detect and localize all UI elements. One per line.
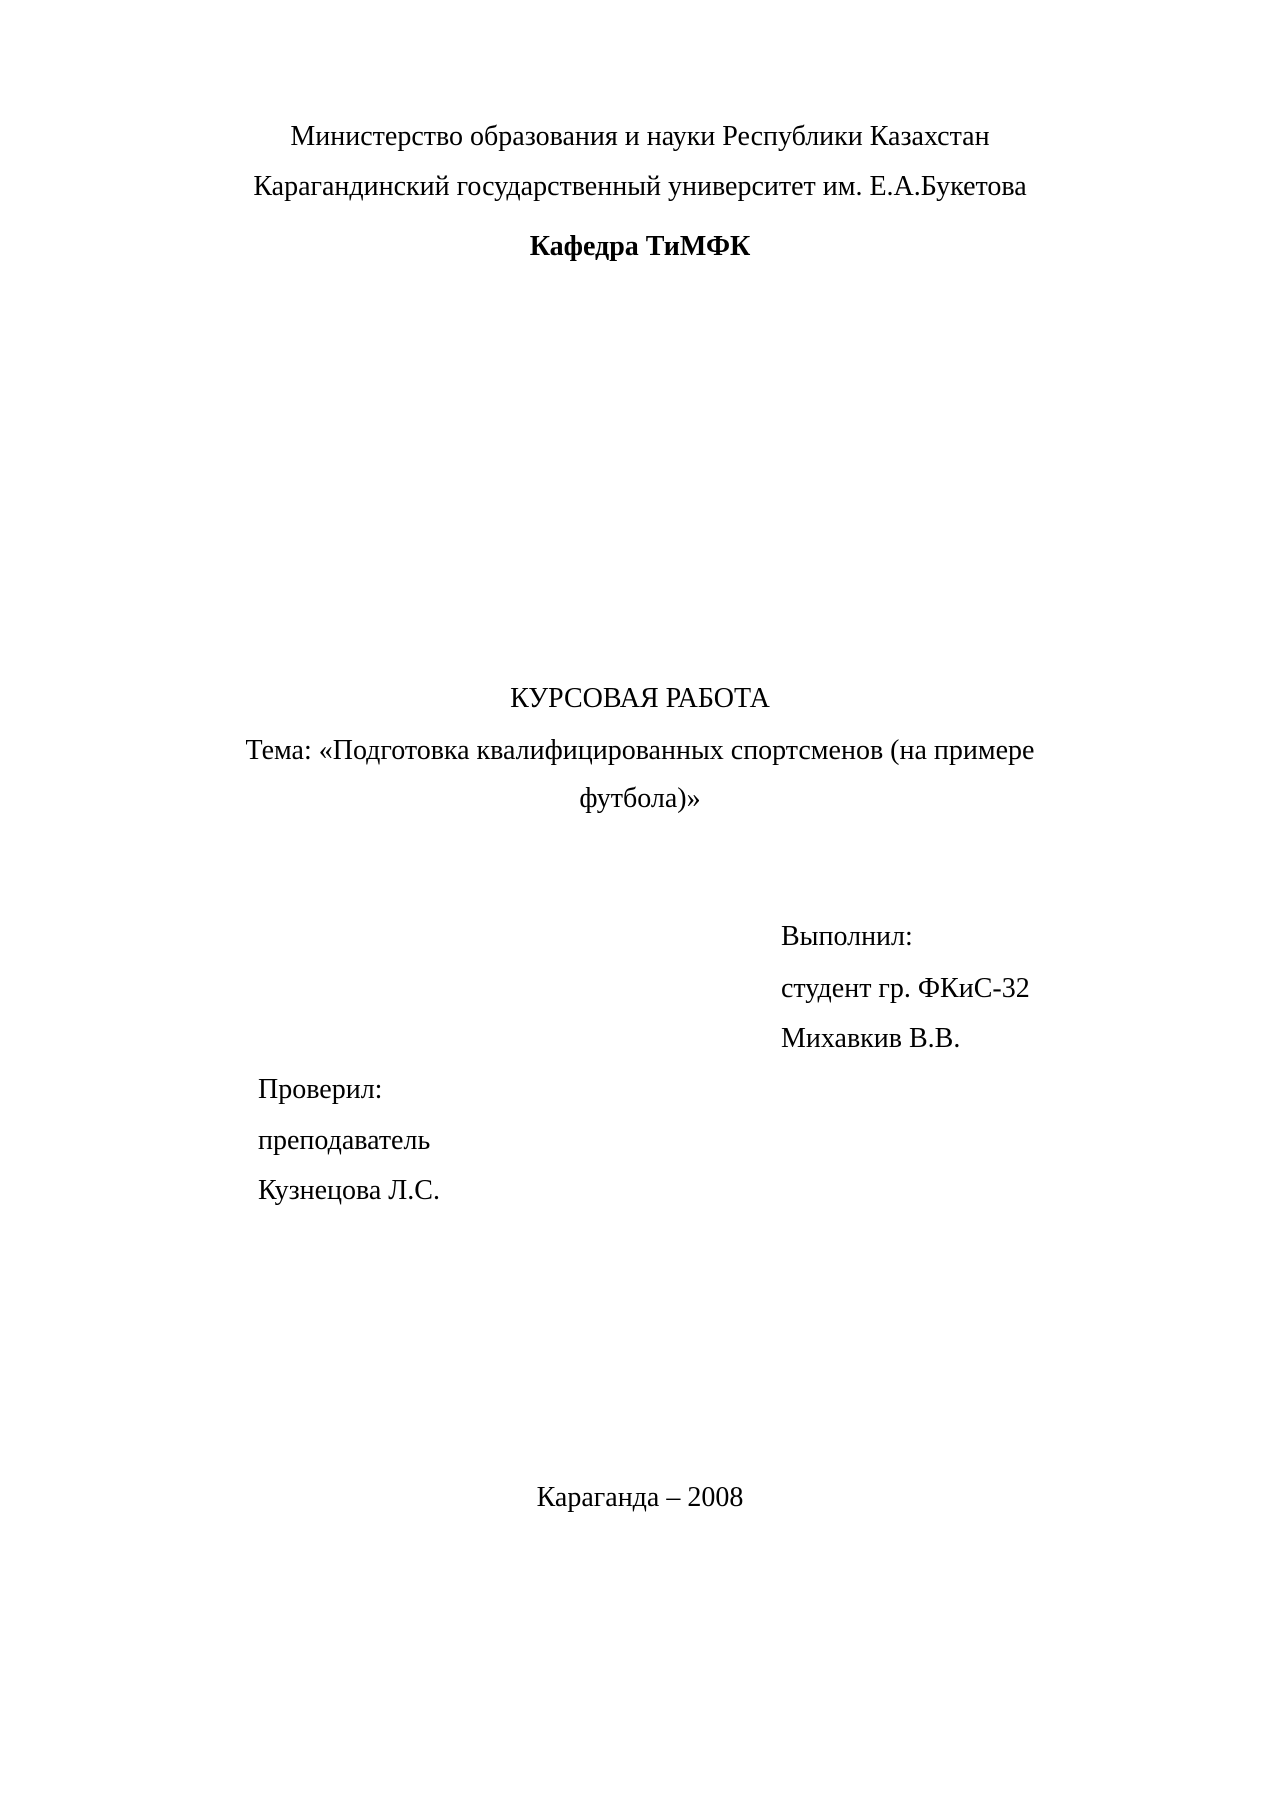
author-group: студент гр. ФКиС-32	[781, 973, 1030, 1004]
reviewer-label: Проверил:	[258, 1074, 383, 1105]
university-line: Карагандинский государственный университет им. Е.А.Букетова	[253, 171, 1027, 202]
department-line: Кафедра ТиМФК	[529, 231, 751, 262]
ministry-line: Министерство образования и науки Республики Казахстан	[290, 121, 990, 152]
city-year: Караганда – 2008	[536, 1482, 744, 1513]
work-type-title: КУРСОВАЯ РАБОТА	[510, 683, 770, 714]
topic-line-1: Тема: «Подготовка квалифицированных спортсменов (на примере	[245, 735, 1035, 766]
author-name: Михавкив В.В.	[781, 1023, 961, 1054]
author-label: Выполнил:	[781, 921, 913, 952]
reviewer-position: преподаватель	[258, 1125, 431, 1156]
topic-line-2: футбола)»	[579, 783, 701, 814]
reviewer-name: Кузнецова Л.С.	[258, 1175, 440, 1206]
